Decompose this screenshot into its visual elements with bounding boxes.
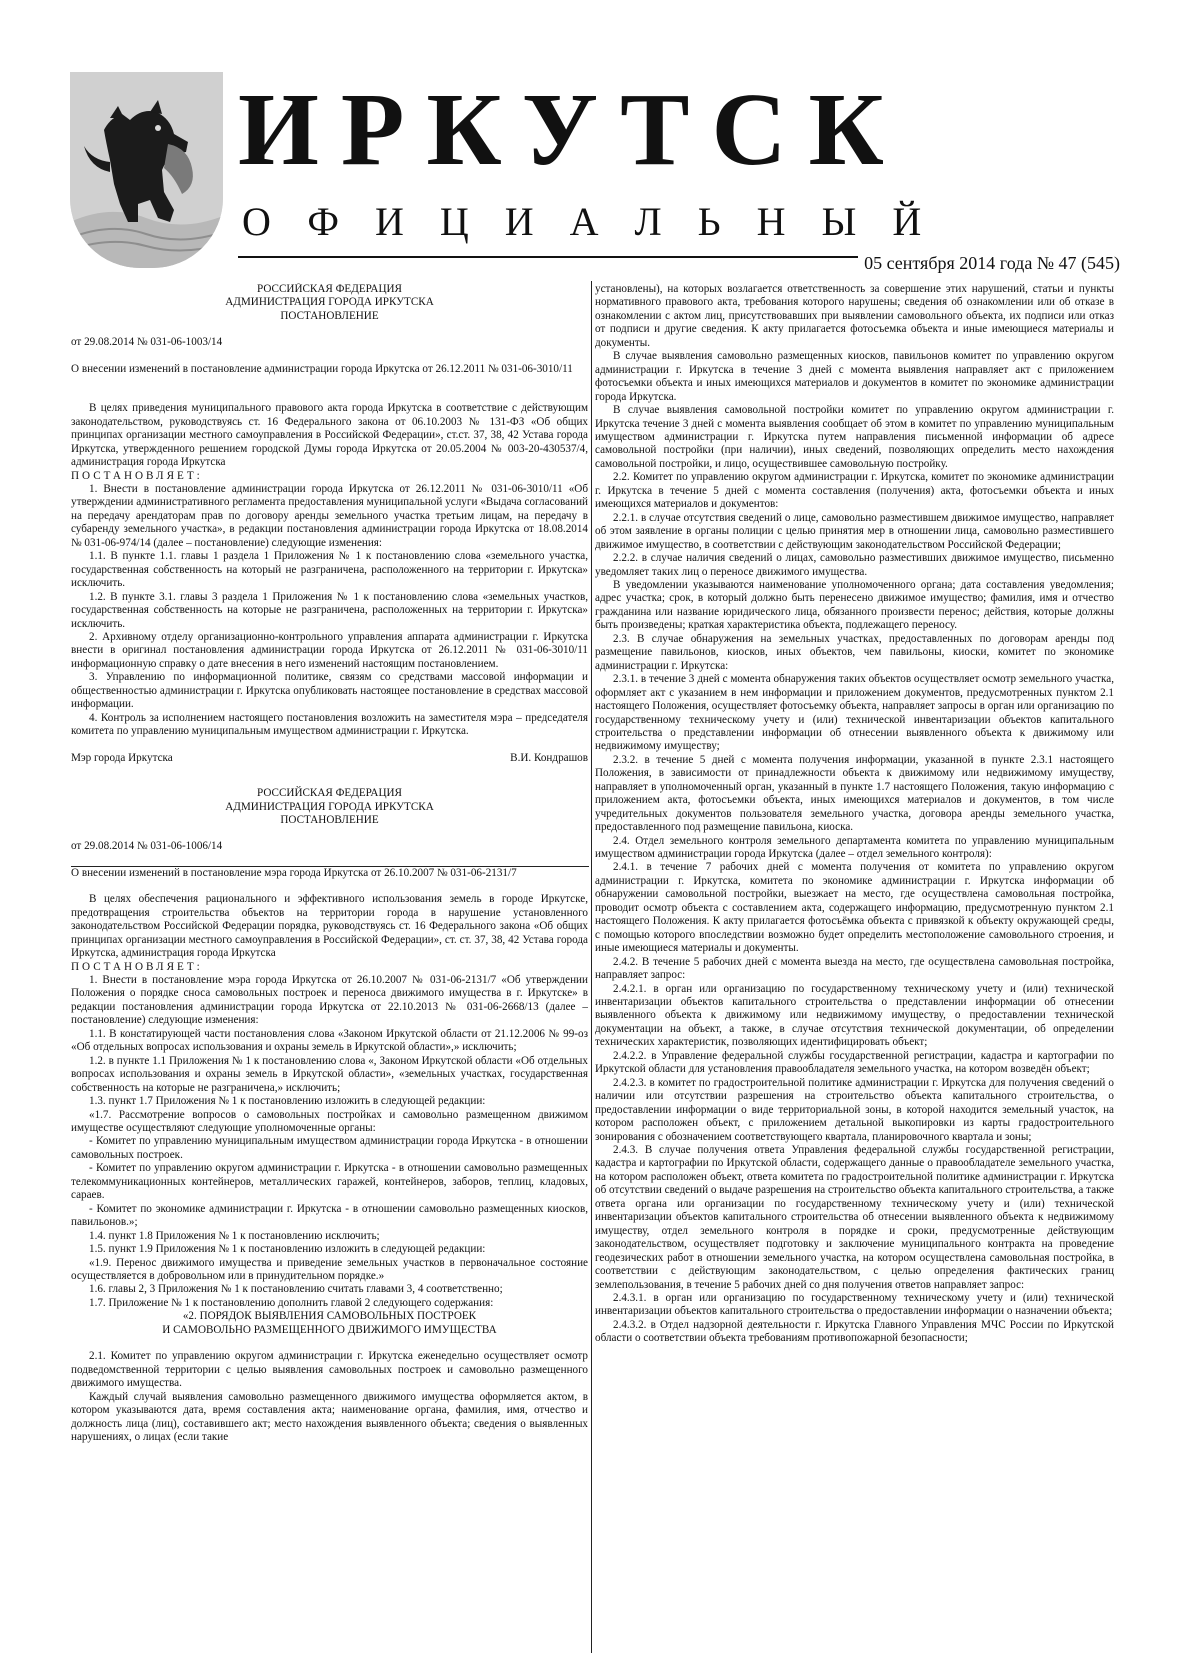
- right-paragraph: 2.2.2. в случае наличия сведений о лицах, самовольно разместивших движимое имущество, письменно уведомляет таких лиц о переносе движимого имущества.: [595, 552, 1114, 578]
- doc2-chapter-title: И САМОВОЛЬНО РАЗМЕЩЕННОГО ДВИЖИМОГО ИМУЩЕСТВА: [162, 1323, 497, 1336]
- doc2-item: 1.3. пункт 1.7 Приложения № 1 к постановлению изложить в следующей редакции:: [89, 1095, 486, 1108]
- doc1-header-administration: АДМИНИСТРАЦИЯ ГОРОДА ИРКУТСКА: [225, 296, 434, 309]
- right-paragraph: В уведомлении указываются наименование уполномоченного органа; дата составления уведомления; адрес участка; срок, в который должно быть перенесено движимое имущество; фамилия, имя и отчество гражданина или название юридического лица, обязанного произвести перенос; действия, которые должны быть произведены; краткая характеристика объекта, подлежащего переносу.: [595, 578, 1114, 632]
- doc1-item: 1.1. В пункте 1.1. главы 1 раздела 1 Приложения № 1 к постановлению слова «земельного участка, государственная собственность на который не разграничена, расположенного на территории г. Иркутска» исключить.: [71, 550, 588, 590]
- right-paragraph: 2.2.1. в случае отсутствия сведений о лице, самовольно разместившем движимое имущество, направляет об этом заявление в органы полиции с целью принятия мер в отношении лица, самовольно разместившего движимое имущество, в соответствии с действующим законодательством Российской Федерации;: [595, 511, 1114, 551]
- doc2-item: 1.2. в пункте 1.1 Приложения № 1 к постановлению слова «, Законом Иркутской области «Об отдельных вопросах использования и охраны земель в Иркутской области», «земельных участках, государственная собственность на которые не разграничена,» исключить;: [71, 1054, 588, 1094]
- doc1-item: 1.2. В пункте 3.1. главы 3 раздела 1 Приложения № 1 к постановлению слова «земельных участков, государственная собственность на которые не разграничена, расположенных на территории г. Иркутска» исключить.: [71, 590, 588, 630]
- right-paragraph: 2.4.3.1. в орган или организацию по государственному техническому учету и (или) технической инвентаризации объектов капитального строительства о предоставлении информации о назначении объекта;: [595, 1291, 1114, 1318]
- doc1-signer-role: Мэр города Иркутска: [71, 751, 173, 764]
- right-paragraph: 2.4.1. в течение 7 рабочих дней с момента получения от комитета по управлению округом администрации г. Иркутска, комитета по экономике администрации г. Иркутска информации об обнаружении самовольной постройки, выезжает на место, где осуществлена самовольная постройка, проводит осмотр объекта с составлением акта, содержащего информацию, предусмотренную пунктом 2.1 настоящего Положения. К акту прилагается фотосъёмка объекта с привязкой к объекту окружающей среды, с помощью которого впоследствии возможно будет определить местоположение самовольного строения, и иные имеющиеся материалы и документы.: [595, 861, 1114, 955]
- doc1-header-type: ПОСТАНОВЛЕНИЕ: [280, 309, 379, 322]
- doc1-header-federation: РОССИЙСКАЯ ФЕДЕРАЦИЯ: [257, 283, 402, 295]
- right-paragraph: В случае выявления самовольно размещенных киосков, павильонов комитет по управлению округом администрации г. Иркутска в течение 3 дней с момента выявления направляет акт с приложением фотосъемки объекта и иных имеющихся материалов и документов в комитет по экономике администрации города Иркутска.: [595, 350, 1114, 403]
- doc1-signer-name: В.И. Кондрашов: [510, 751, 588, 764]
- right-paragraph: 2.4.2.1. в орган или организацию по государственному техническому учету и (или) технической инвентаризации объектов капитального строительства о представлении информации об отнесении выявленного объекта к движимому или недвижимому имуществу, о предоставлении технической документации на объект, а также, в случае отсутствия технической документации, об определении технических характеристик, позволяющих идентифицировать объект;: [595, 982, 1114, 1049]
- column-divider: [591, 281, 592, 1653]
- coat-of-arms: [70, 72, 223, 268]
- doc2-item: 1.6. главы 2, 3 Приложения № 1 к постановлению считать главами 3, 4 соответственно;: [89, 1283, 503, 1296]
- doc1-title: О внесении изменений в постановление администрации города Иркутска от 26.12.2011 № 031-06-3010/11: [71, 362, 573, 375]
- right-column: [595, 283, 1114, 1651]
- doc2-item: 1. Внести в постановление мэра города Иркутска от 26.10.2007 № 031-06-2131/7 «Об утверждении Положения о порядке сноса самовольных построек и переноса движимого имущества в г. Иркутске» в редакции постановления администрации города Иркутска от 22.10.2013 № 031-06-2668/13 (далее – постановление) следующие изменения:: [71, 974, 588, 1027]
- irkutsk-coat-of-arms-icon: [70, 72, 223, 268]
- doc2-item: «1.7. Рассмотрение вопросов о самовольных постройках и самовольно размещенном движимом имуществе осуществляют следующие уполномоченные органы:: [71, 1108, 588, 1135]
- doc1-decree: ПОСТАНОВЛЯЕТ:: [71, 469, 203, 482]
- doc1-item: 3. Управлению по информационной политике, связям со средствами массовой информации и общественностью администрации г. Иркутска опубликовать настоящее постановление в средствах массовой информации.: [71, 671, 588, 711]
- doc1-item: 1. Внести в постановление администрации города Иркутска от 26.12.2011 № 031-06-3010/11 «Об утверждении административного регламента предоставления муниципальной услуги «Выдача согласований на передачу арендаторам прав по договору аренды земельного участка третьим лицам, на передачу в субаренду земельного участка», в редакции постановления администрации города Иркутска от 18.08.2014 № 031-06-974/14 (далее – постановление) следующие изменения:: [71, 482, 588, 549]
- right-paragraph: 2.4.3. В случае получения ответа Управления федеральной службы государственной регистрации, кадастра и картографии по Иркутской области, содержащего данные о правообладателе земельного участка, на котором расположен объект, ответа комитета по градостроительной политике администрации г. Иркутска об отсутствии сведений о выдаче разрешения на строительство объекта капитального строительства, а также ответа органа или организации по государственному техническому учету и (или) технической инвентаризации объектов капитального строительства об отнесении выявленного объекта к недвижимому имуществу, отдел земельного контроля в порядке и сроки, предусмотренные действующим законодательством, осуществляет подготовку и заключение муниципального контракта на проведение геодезических работ в отношении земельного участка, на котором осуществлена самовольная постройка, в соответствии с действующим законодательством, с целью определения фактических границ землепользования, в течение 5 рабочих дней со дня получения ответов направляет запрос:: [595, 1144, 1114, 1291]
- doc2-number: от 29.08.2014 № 031-06-1006/14: [71, 840, 223, 853]
- doc2-header-administration: АДМИНИСТРАЦИЯ ГОРОДА ИРКУТСКА: [225, 800, 434, 813]
- masthead-title: ИРКУТСК: [238, 72, 906, 187]
- doc1-preamble: В целях приведения муниципального правового акта города Иркутска в соответствие с действующим законодательством, руководствуясь ст. 16 Федерального закона от 06.10.2003 № 131-ФЗ «Об общих принципах организации местного самоуправления в Российской Федерации», ст.ст. 37, 38, 42 Устава города Иркутска, утвержденного решением городской Думы города Иркутска от 20.05.2004 № 003-20-430537/4, администрация города Иркутска: [71, 402, 588, 469]
- right-paragraph: В случае выявления самовольной постройки комитет по управлению округом администрации г. Иркутска течение 3 дней с момента выявления сообщает об этом в комитет по управлению муниципальным имуществом администрации г. Иркутска путем направления письменной информации об адресе самовольной постройки (при наличии), иных сведений, позволяющих определить место нахождения самовольной постройки, и лицо, осуществившее самовольную постройку.: [595, 404, 1114, 470]
- masthead-subtitle: ОФИЦИАЛЬНЫЙ: [242, 199, 958, 244]
- doc2-item: - Комитет по управлению округом администрации г. Иркутска - в отношении самовольно размещенных телекоммуникационных контейнеров, металлических гаражей, контейнеров, заборов, теплиц, кладовых, сараев.: [71, 1162, 588, 1202]
- right-paragraph: 2.4.2.2. в Управление федеральной службы государственной регистрации, кадастра и картографии по Иркутской области для установления правообладателя земельного участка, на котором возведён объект;: [595, 1049, 1114, 1076]
- doc1-number: от 29.08.2014 № 031-06-1003/14: [71, 336, 223, 349]
- doc2-item: - Комитет по управлению муниципальным имуществом администрации города Иркутска - в отношении самовольных построек.: [71, 1135, 588, 1161]
- issue-date-number: 05 сентября 2014 года № 47 (545): [858, 253, 1120, 273]
- doc2-item: - Комитет по экономике администрации г. Иркутска - в отношении самовольно размещенных киосков, павильонов.»;: [71, 1202, 588, 1229]
- right-paragraph: 2.3.1. в течение 3 дней с момента обнаружения таких объектов осуществляет осмотр земельного участка, оформляет акт с указанием в нем информации и приложением документов, предусмотренных пунктом 2.1 настоящего Положения, осуществляет фотосъемку объекта, направляет запросы в орган или организацию по государственному техническому учету и (или) технической инвентаризации объектов капитального строительства о представлении информации об отнесении выявленного объекта к движимому или недвижимому имуществу;: [595, 673, 1114, 753]
- right-paragraph: 2.4.2.3. в комитет по градостроительной политике администрации г. Иркутска для получения сведений о наличии или отсутствии разрешения на строительство объекта капитального строительства, о предоставлении информации о виде территориальной зоны, в которой находится земельный участок, на котором расположен объект, с приложением детальной выкопировки из карты градостроительного зонирования с обозначением соответствующего квартала, планировочного квартала и зоны;: [595, 1076, 1114, 1143]
- doc2-preamble: В целях обеспечения рационального и эффективного использования земель в городе Иркутске, предотвращения строительства объектов на территории города в нарушение установленного законодательством Российской Федерации порядка, руководствуясь ст. 16 Федерального закона «Об общих принципах организации местного самоуправления в Российской Федерации», ст. ст. 37, 38, 42 Устава города Иркутска, администрация города Иркутска: [71, 893, 588, 960]
- right-paragraph: установлены), на которых возлагается ответственность за совершение этих нарушений, статьи и пункты нормативного правового акта, требования которого нарушены; сведения об ознакомлении или об отказе в ознакомлении с актом лиц, присутствовавших при выявлении самовольного объекта, их подписи или отказ от подписи и другие сведения. К акту прилагается фотосъемка объекта и иные имеющиеся материалы и документы.: [595, 283, 1114, 349]
- doc2-header-federation: РОССИЙСКАЯ ФЕДЕРАЦИЯ: [257, 787, 402, 800]
- doc2-decree: ПОСТАНОВЛЯЕТ:: [71, 960, 203, 973]
- doc2-item: «1.9. Перенос движимого имущества и приведение земельных участков в первоначальное состояние осуществляется в добровольном или в принудительном порядке.»: [71, 1256, 588, 1282]
- doc1-signature: [71, 752, 588, 765]
- doc2-header-type: ПОСТАНОВЛЕНИЕ: [280, 813, 379, 826]
- doc2-chapter-item: 2.1. Комитет по управлению округом администрации г. Иркутска еженедельно осуществляет осмотр подведомственной территории с целью выявления самовольных построек и самовольно размещенного движимого имущества.: [71, 1350, 588, 1390]
- right-paragraph: 2.3. В случае обнаружения на земельных участках, предоставленных по договорам аренды под размещение павильонов, киосков, иных объектов, чем павильоны, киоски, комитет по экономике администрации г. Иркутска:: [595, 632, 1114, 672]
- doc1-item: 4. Контроль за исполнением настоящего постановления возложить на заместителя мэра – председателя комитета по управлению муниципальным имуществом администрации г. Иркутска.: [71, 711, 588, 738]
- right-paragraph: 2.4.3.2. в Отдел надзорной деятельности г. Иркутска Главного Управления МЧС России по Иркутской области о соответствии объекта требованиям противопожарной безопасности;: [595, 1318, 1114, 1345]
- right-paragraph: 2.3.2. в течение 5 дней с момента получения информации, указанной в пункте 2.3.1 настоящего Положения, в зависимости от принадлежности объекта к движимому или недвижимому имуществу, направляет в уполномоченный орган, указанный в пункте 1.7 настоящего Положения, такую информацию с приложением акта, фотосъемки объекта, иных имеющихся материалов и документов, в том числе учредительных документов пользователя земельного участка, договора аренды земельного участка, предоставленного под размещение павильона, киоска.: [595, 753, 1114, 834]
- doc2-item: 1.1. В констатирующей части постановления слова «Законом Иркутской области от 21.12.2006 № 99-оз «Об отдельных вопросах использования и охраны земель в Иркутской области»,» исключить;: [71, 1027, 588, 1054]
- left-column: [71, 283, 588, 1651]
- doc1-item: 2. Архивному отделу организационно-контрольного управления аппарата администрации г. Иркутска внести в оригинал постановления администрации города Иркутска от 26.12.2011 № 031-06-3010/11 информационную справку о дате внесения в него изменений настоящим постановлением.: [71, 630, 588, 670]
- doc2-item: 1.5. пункт 1.9 Приложения № 1 к постановлению изложить в следующей редакции:: [89, 1243, 486, 1256]
- doc2-item: 1.4. пункт 1.8 Приложения № 1 к постановлению исключить;: [89, 1229, 380, 1242]
- doc2-chapter-item: Каждый случай выявления самовольно размещенного движимого имущества оформляется актом, в котором указываются дата, время составления акта; наименование органа, фамилия, имя, отчество и должность лица (лиц), составившего акт; место нахождения выявленного объекта; сведения о выявленных нарушениях, о лицах (если такие: [71, 1390, 588, 1443]
- right-paragraph: 2.4. Отдел земельного контроля земельного департамента комитета по управлению муниципальным имуществом администрации города Иркутска (далее – отдел земельного контроля):: [595, 834, 1114, 861]
- doc2-item: 1.7. Приложение № 1 к постановлению дополнить главой 2 следующего содержания:: [89, 1296, 494, 1309]
- right-paragraph: 2.2. Комитет по управлению округом администрации г. Иркутска, комитет по экономике администрации г. Иркутска в течение 5 дней с момента составления (получения) акта, фотосъемки объекта и иных имеющихся материалов и документов:: [595, 471, 1114, 511]
- doc2-title: О внесении изменений в постановление мэра города Иркутска от 26.10.2007 № 031-06-2131/7: [71, 866, 517, 879]
- doc2-chapter-title: «2. ПОРЯДОК ВЫЯВЛЕНИЯ САМОВОЛЬНЫХ ПОСТРОЕК: [182, 1310, 477, 1323]
- right-paragraph: 2.4.2. В течение 5 рабочих дней с момента выезда на место, где осуществлена самовольная постройка, направляет запрос:: [595, 955, 1114, 982]
